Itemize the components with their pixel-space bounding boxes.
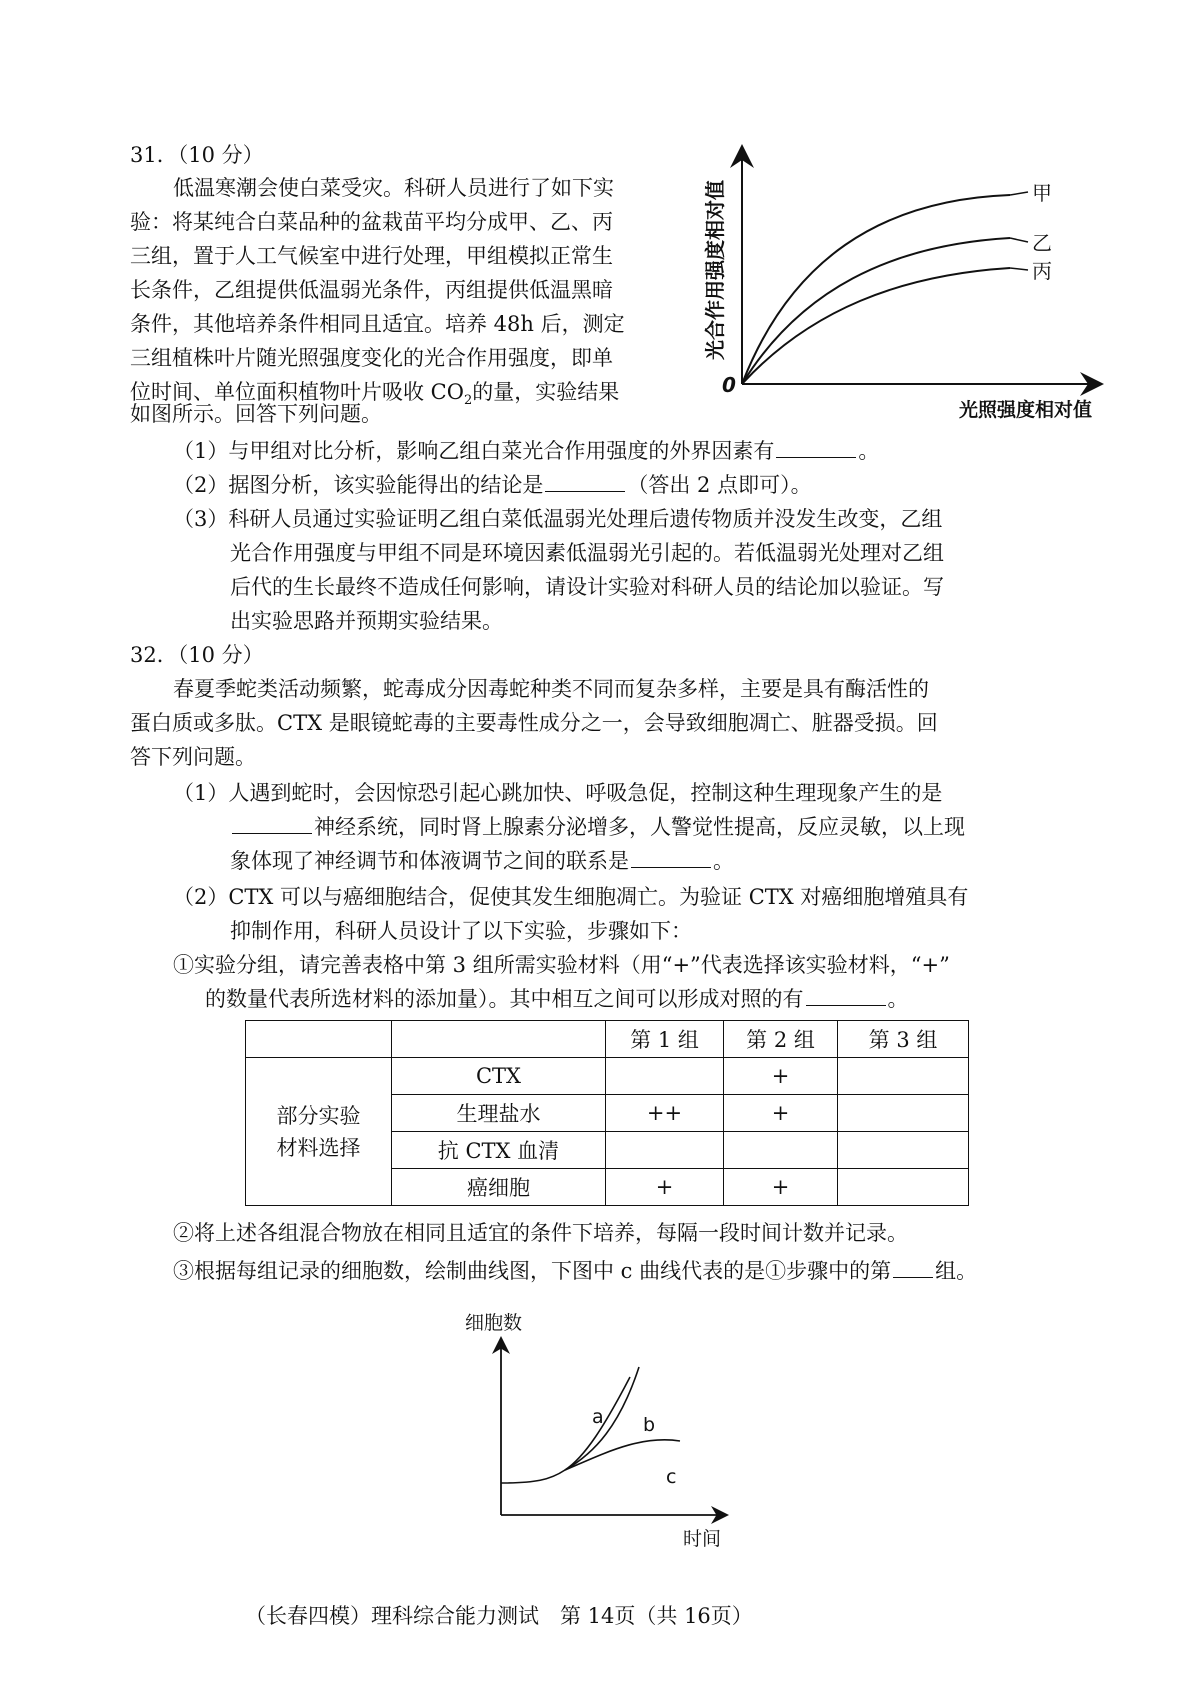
- q31-intro-line: 长条件，乙组提供低温弱光条件，丙组提供低温黑暗: [130, 278, 613, 302]
- q32-sub1-line: 象体现了神经调节和体液调节之间的联系是 。: [230, 849, 734, 873]
- cell-g2: +: [724, 1169, 838, 1206]
- curve-label-bing: 丙: [1032, 259, 1052, 283]
- page-footer: （长春四模）理科综合能力测试 第 14页（共 16页）: [245, 1604, 753, 1628]
- q32-cell-count-chart: [455, 1305, 755, 1550]
- q31-intro-line: 三组，置于人工气候室中进行处理，甲组模拟正常生: [130, 244, 613, 268]
- cell-g2: +: [724, 1058, 838, 1095]
- q32-step1-line: 的数量代表所选材料的添加量）。其中相互之间可以形成对照的有 。: [205, 987, 909, 1011]
- answer-blank[interactable]: [893, 1257, 933, 1278]
- y-axis-label: 细胞数: [465, 1312, 523, 1334]
- q32-intro-line: 蛋白质或多肽。CTX 是眼镜蛇毒的主要毒性成分之一，会导致细胞凋亡、脏器受损。回: [130, 711, 938, 735]
- row-group-label: 部分实验 材料选择: [246, 1058, 392, 1206]
- table-header-row: [246, 1021, 969, 1058]
- curve-jia: [742, 195, 1010, 384]
- q31-intro-line: 条件，其他培养条件相同且适宜。培养 48h 后，测定: [130, 312, 625, 336]
- curve-label-c: c: [666, 1466, 677, 1488]
- q32-step3: ③根据每组记录的细胞数，绘制曲线图，下图中 c 曲线代表的是①步骤中的第 组。: [173, 1259, 978, 1283]
- curve-label-yi: 乙: [1032, 231, 1052, 255]
- q31-intro-line: 如图所示。回答下列问题。: [130, 402, 382, 426]
- q31-sub3-line: （3）科研人员通过实验证明乙组白菜低温弱光处理后遗传物质并没发生改变，乙组: [173, 507, 943, 531]
- cell-g1: +: [606, 1169, 724, 1206]
- q32-sub1-line: （1）人遇到蛇时，会因惊恐引起心跳加快、呼吸急促，控制这种生理现象产生的是: [173, 781, 943, 805]
- cell-g3[interactable]: [838, 1169, 969, 1206]
- q32-step1-line: ①实验分组，请完善表格中第 3 组所需实验材料（用“+”代表选择该实验材料，“+”: [173, 953, 950, 977]
- curve-label-a: a: [592, 1406, 604, 1428]
- cell-g3[interactable]: [838, 1132, 969, 1169]
- q32-sub2-line: （2）CTX 可以与癌细胞结合，促使其发生细胞凋亡。为验证 CTX 对癌细胞增殖具有: [173, 885, 969, 909]
- cell-g1: [606, 1132, 724, 1169]
- x-axis-label: 时间: [683, 1528, 722, 1550]
- cell-g1: ++: [606, 1095, 724, 1132]
- q31-intro-line: 位时间、单位面积植物叶片吸收 $CO_2$的量，实验结果: [130, 380, 620, 409]
- curve-label-jia: 甲: [1032, 181, 1052, 205]
- cell-g2: +: [724, 1095, 838, 1132]
- answer-blank[interactable]: [232, 813, 312, 834]
- answer-blank[interactable]: [806, 985, 886, 1006]
- material-name: 癌细胞: [392, 1169, 606, 1206]
- q31-sub1: （1）与甲组对比分析，影响乙组白菜光合作用强度的外界因素有 。: [173, 439, 880, 463]
- cell-g3[interactable]: [838, 1095, 969, 1132]
- q31-intro-line: 低温寒潮会使白菜受灾。科研人员进行了如下实: [173, 176, 614, 200]
- header-group-3: 第 3 组: [838, 1021, 969, 1058]
- q31-intro-line: 三组植株叶片随光照强度变化的光合作用强度，即单: [130, 346, 613, 370]
- q32-header: 32．（10 分）: [130, 643, 264, 667]
- cell-g2: [724, 1132, 838, 1169]
- material-name: 生理盐水: [392, 1095, 606, 1132]
- curve-a: [501, 1377, 630, 1483]
- q31-header: 31．（10 分）: [130, 143, 264, 167]
- curve-bing: [742, 268, 1010, 384]
- cell-g1: [606, 1058, 724, 1095]
- origin-label: 0: [722, 373, 736, 397]
- material-name: CTX: [392, 1058, 606, 1095]
- answer-blank[interactable]: [545, 471, 625, 492]
- q32-intro-line: 春夏季蛇类活动频繁，蛇毒成分因毒蛇种类不同而复杂多样，主要是具有酶活性的: [173, 677, 929, 701]
- header-group-1: 第 1 组: [606, 1021, 724, 1058]
- q32-sub1-line: 神经系统，同时肾上腺素分泌增多，人警觉性提高，反应灵敏，以上现: [230, 812, 965, 842]
- x-axis-label: 光照强度相对值: [958, 399, 1092, 421]
- q31-sub3-line: 后代的生长最终不造成任何影响，请设计实验对科研人员的结论加以验证。写: [230, 575, 944, 599]
- cell-g3[interactable]: [838, 1058, 969, 1095]
- header-group-2: 第 2 组: [724, 1021, 838, 1058]
- curve-label-b: b: [643, 1414, 656, 1436]
- material-name: 抗 CTX 血清: [392, 1132, 606, 1169]
- q32-intro-line: 答下列问题。: [130, 745, 256, 769]
- answer-blank[interactable]: [631, 847, 711, 868]
- answer-blank[interactable]: [776, 437, 856, 458]
- q31-intro-line: 验：将某纯合白菜品种的盆栽苗平均分成甲、乙、丙: [130, 210, 613, 234]
- q32-step2: ②将上述各组混合物放在相同且适宜的条件下培养，每隔一段时间计数并记录。: [173, 1221, 908, 1245]
- materials-table: [245, 1020, 969, 1206]
- q31-sub2: （2）据图分析，该实验能得出的结论是 （答出 2 点即可）。: [173, 473, 812, 497]
- q31-sub3-line: 出实验思路并预期实验结果。: [230, 609, 503, 633]
- q31-photosynthesis-chart: [700, 150, 1100, 420]
- table-row: [246, 1058, 969, 1095]
- y-axis-label: 光合作用强度相对值: [703, 180, 727, 360]
- q32-sub2-line: 抑制作用，科研人员设计了以下实验，步骤如下：: [230, 919, 692, 943]
- q31-sub3-line: 光合作用强度与甲组不同是环境因素低温弱光引起的。若低温弱光处理对乙组: [230, 541, 944, 565]
- curve-yi: [742, 238, 1010, 384]
